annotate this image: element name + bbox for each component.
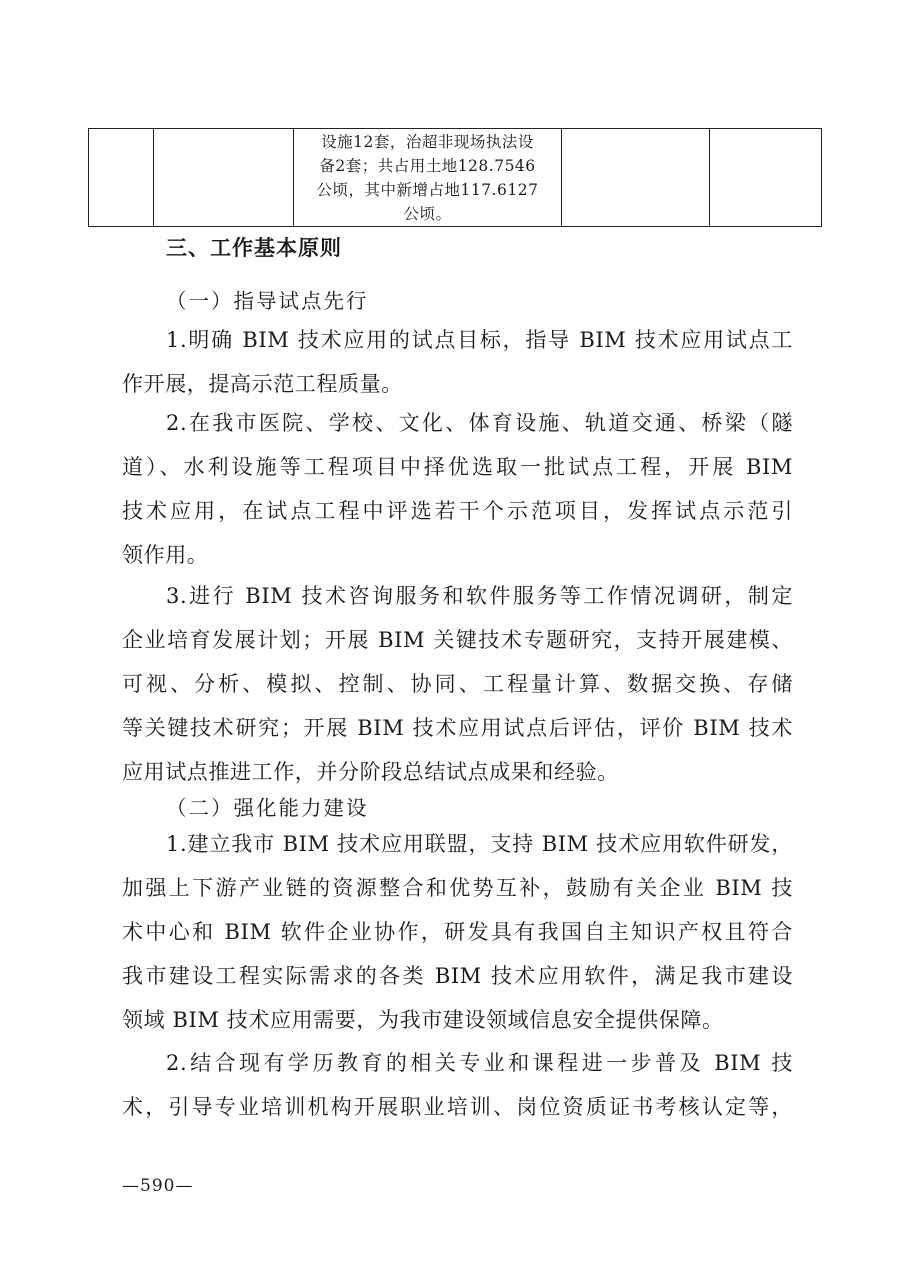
table-cell <box>154 129 294 227</box>
text-line: 1.建立我市 BIM 技术应用联盟，支持 BIM 技术应用软件研发， <box>166 832 793 856</box>
text-line: 作开展，提高示范工程质量。 <box>122 372 403 396</box>
table-cell-description: 设施12套，治超非现场执法设 备2套；共占用土地128.7546 公顷，其中新增占地117.6127 公顷。 <box>294 129 562 227</box>
text-line: 加强上下游产业链的资源整合和优势互补，鼓励有关企业 BIM 技 <box>122 876 793 900</box>
paragraph <box>122 822 793 1042</box>
paragraph <box>122 401 793 577</box>
table-cell <box>562 129 710 227</box>
text-line: 我市建设工程实际需求的各类 BIM 技术应用软件，满足我市建设 <box>122 964 793 988</box>
table-cell <box>89 129 154 227</box>
text-line: 1.明确 BIM 技术应用的试点目标，指导 BIM 技术应用试点工 <box>166 328 793 352</box>
text-line: 应用试点推进工作，并分阶段总结试点成果和经验。 <box>122 760 619 784</box>
text-line: 术，引导专业培训机构开展职业培训、岗位资质证书考核认定等， <box>122 1095 793 1119</box>
section-heading: 三、工作基本原则 <box>166 236 342 260</box>
text-line: 技术应用，在试点工程中评选若干个示范项目，发挥试点示范引 <box>122 499 793 523</box>
text-line: 可视、分析、模拟、控制、协同、工程量计算、数据交换、存储 <box>122 672 793 696</box>
text-line: 2.结合现有学历教育的相关专业和课程进一步普及 BIM 技 <box>166 1051 793 1075</box>
text-line: 术中心和 BIM 软件企业协作，研发具有我国自主知识产权且符合 <box>122 920 793 944</box>
text-line: 3.进行 BIM 技术咨询服务和软件服务等工作情况调研，制定 <box>166 584 793 608</box>
subsection-heading-1: （一）指导试点先行 <box>166 289 369 313</box>
text-line: 领域 BIM 技术应用需要，为我市建设领域信息安全提供保障。 <box>122 1008 724 1032</box>
text-line: 等关键技术研究；开展 BIM 技术应用试点后评估，评价 BIM 技术 <box>122 716 793 740</box>
paragraph <box>122 1041 793 1129</box>
continued-table <box>88 128 822 227</box>
table-cell <box>710 129 822 227</box>
text-line: 道）、水利设施等工程项目中择优选取一批试点工程，开展 BIM <box>122 455 793 479</box>
subsection-heading-2: （二）强化能力建设 <box>166 796 369 820</box>
paragraph <box>122 574 793 794</box>
page-number: —590— <box>122 1176 194 1196</box>
text-line: 领作用。 <box>122 543 209 567</box>
text-line: 企业培育发展计划；开展 BIM 关键技术专题研究，支持开展建模、 <box>122 628 793 652</box>
text-line: 2.在我市医院、学校、文化、体育设施、轨道交通、桥梁（隧 <box>166 411 793 435</box>
paragraph <box>122 318 793 406</box>
